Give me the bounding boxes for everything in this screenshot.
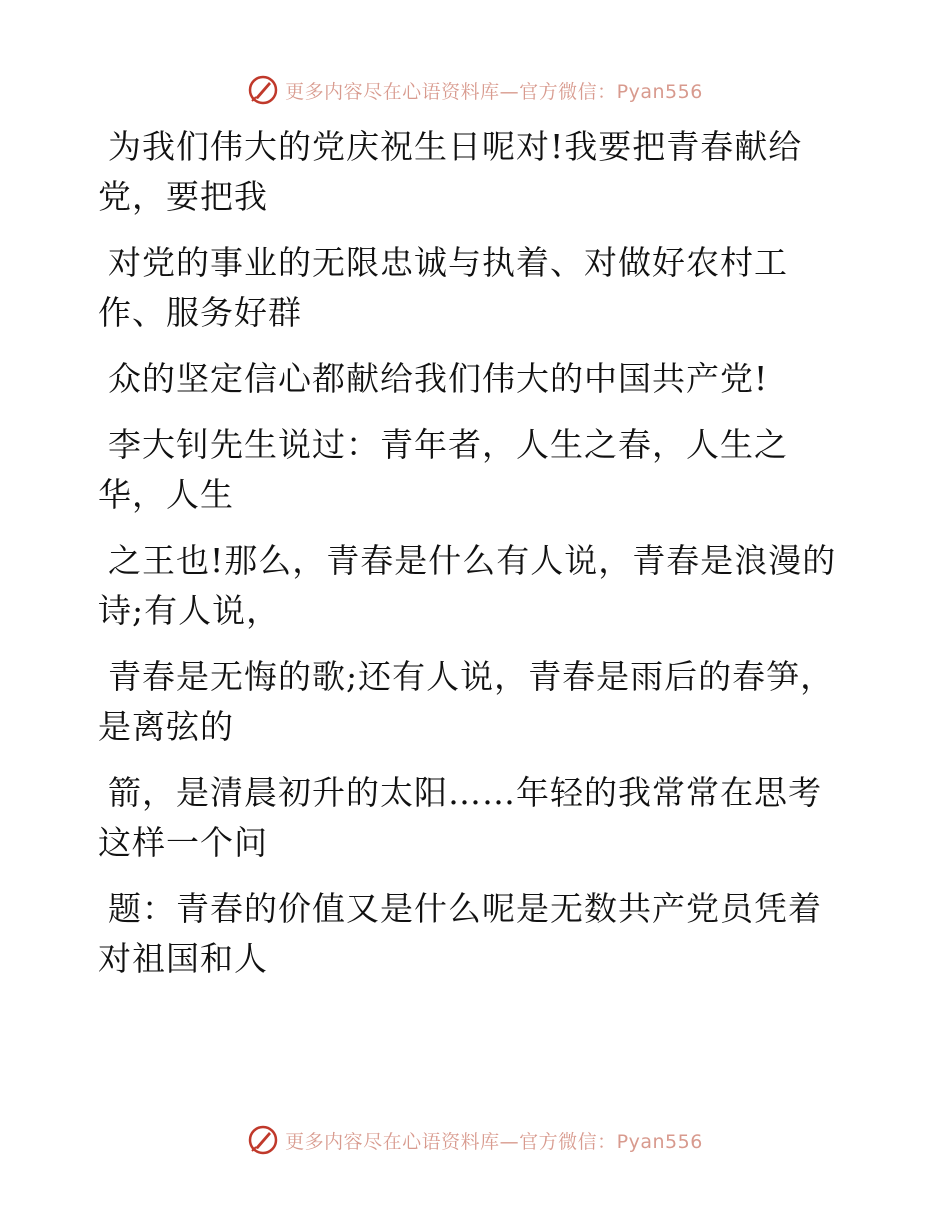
paragraph-line: 题：青春的价值又是什么呢是无数共产党员凭着 (108, 889, 822, 928)
paragraph-line: 作、服务好群 (98, 293, 302, 332)
paragraph-3 (98, 354, 898, 404)
document-body (98, 122, 898, 1000)
quill-logo-icon (247, 74, 279, 106)
quill-logo-icon (247, 1124, 279, 1156)
header-watermark (0, 70, 950, 110)
paragraph-line: 这样一个问 (98, 823, 268, 862)
footer-watermark (0, 1120, 950, 1160)
paragraph-line: 为我们伟大的党庆祝生日呢对!我要把青春献给 (108, 127, 803, 166)
footer-watermark-text: 更多内容尽在心语资料库—官方微信：Pyan556 (285, 1130, 703, 1153)
paragraph-line: 是离弦的 (98, 707, 234, 746)
header-watermark-text: 更多内容尽在心语资料库—官方微信：Pyan556 (285, 80, 703, 103)
paragraph-2 (98, 238, 898, 338)
paragraph-line: 之王也!那么，青春是什么有人说，青春是浪漫的 (108, 541, 837, 580)
paragraph-line: 对祖国和人 (98, 939, 268, 978)
paragraph-line: 诗;有人说， (98, 591, 281, 630)
paragraph-line: 青春是无悔的歌;还有人说，青春是雨后的春笋， (108, 657, 835, 696)
paragraph-line: 箭，是清晨初升的太阳……年轻的我常常在思考 (108, 773, 822, 812)
paragraph-5 (98, 536, 898, 636)
paragraph-6 (98, 652, 898, 752)
paragraph-4 (98, 420, 898, 520)
paragraph-line: 众的坚定信心都献给我们伟大的中国共产党! (108, 359, 769, 398)
paragraph-1 (98, 122, 898, 222)
paragraph-line: 李大钊先生说过：青年者，人生之春，人生之 (108, 425, 788, 464)
paragraph-line: 党，要把我 (98, 177, 268, 216)
paragraph-7 (98, 768, 898, 868)
paragraph-line: 对党的事业的无限忠诚与执着、对做好农村工 (108, 243, 788, 282)
paragraph-8 (98, 884, 898, 984)
paragraph-line: 华，人生 (98, 475, 234, 514)
